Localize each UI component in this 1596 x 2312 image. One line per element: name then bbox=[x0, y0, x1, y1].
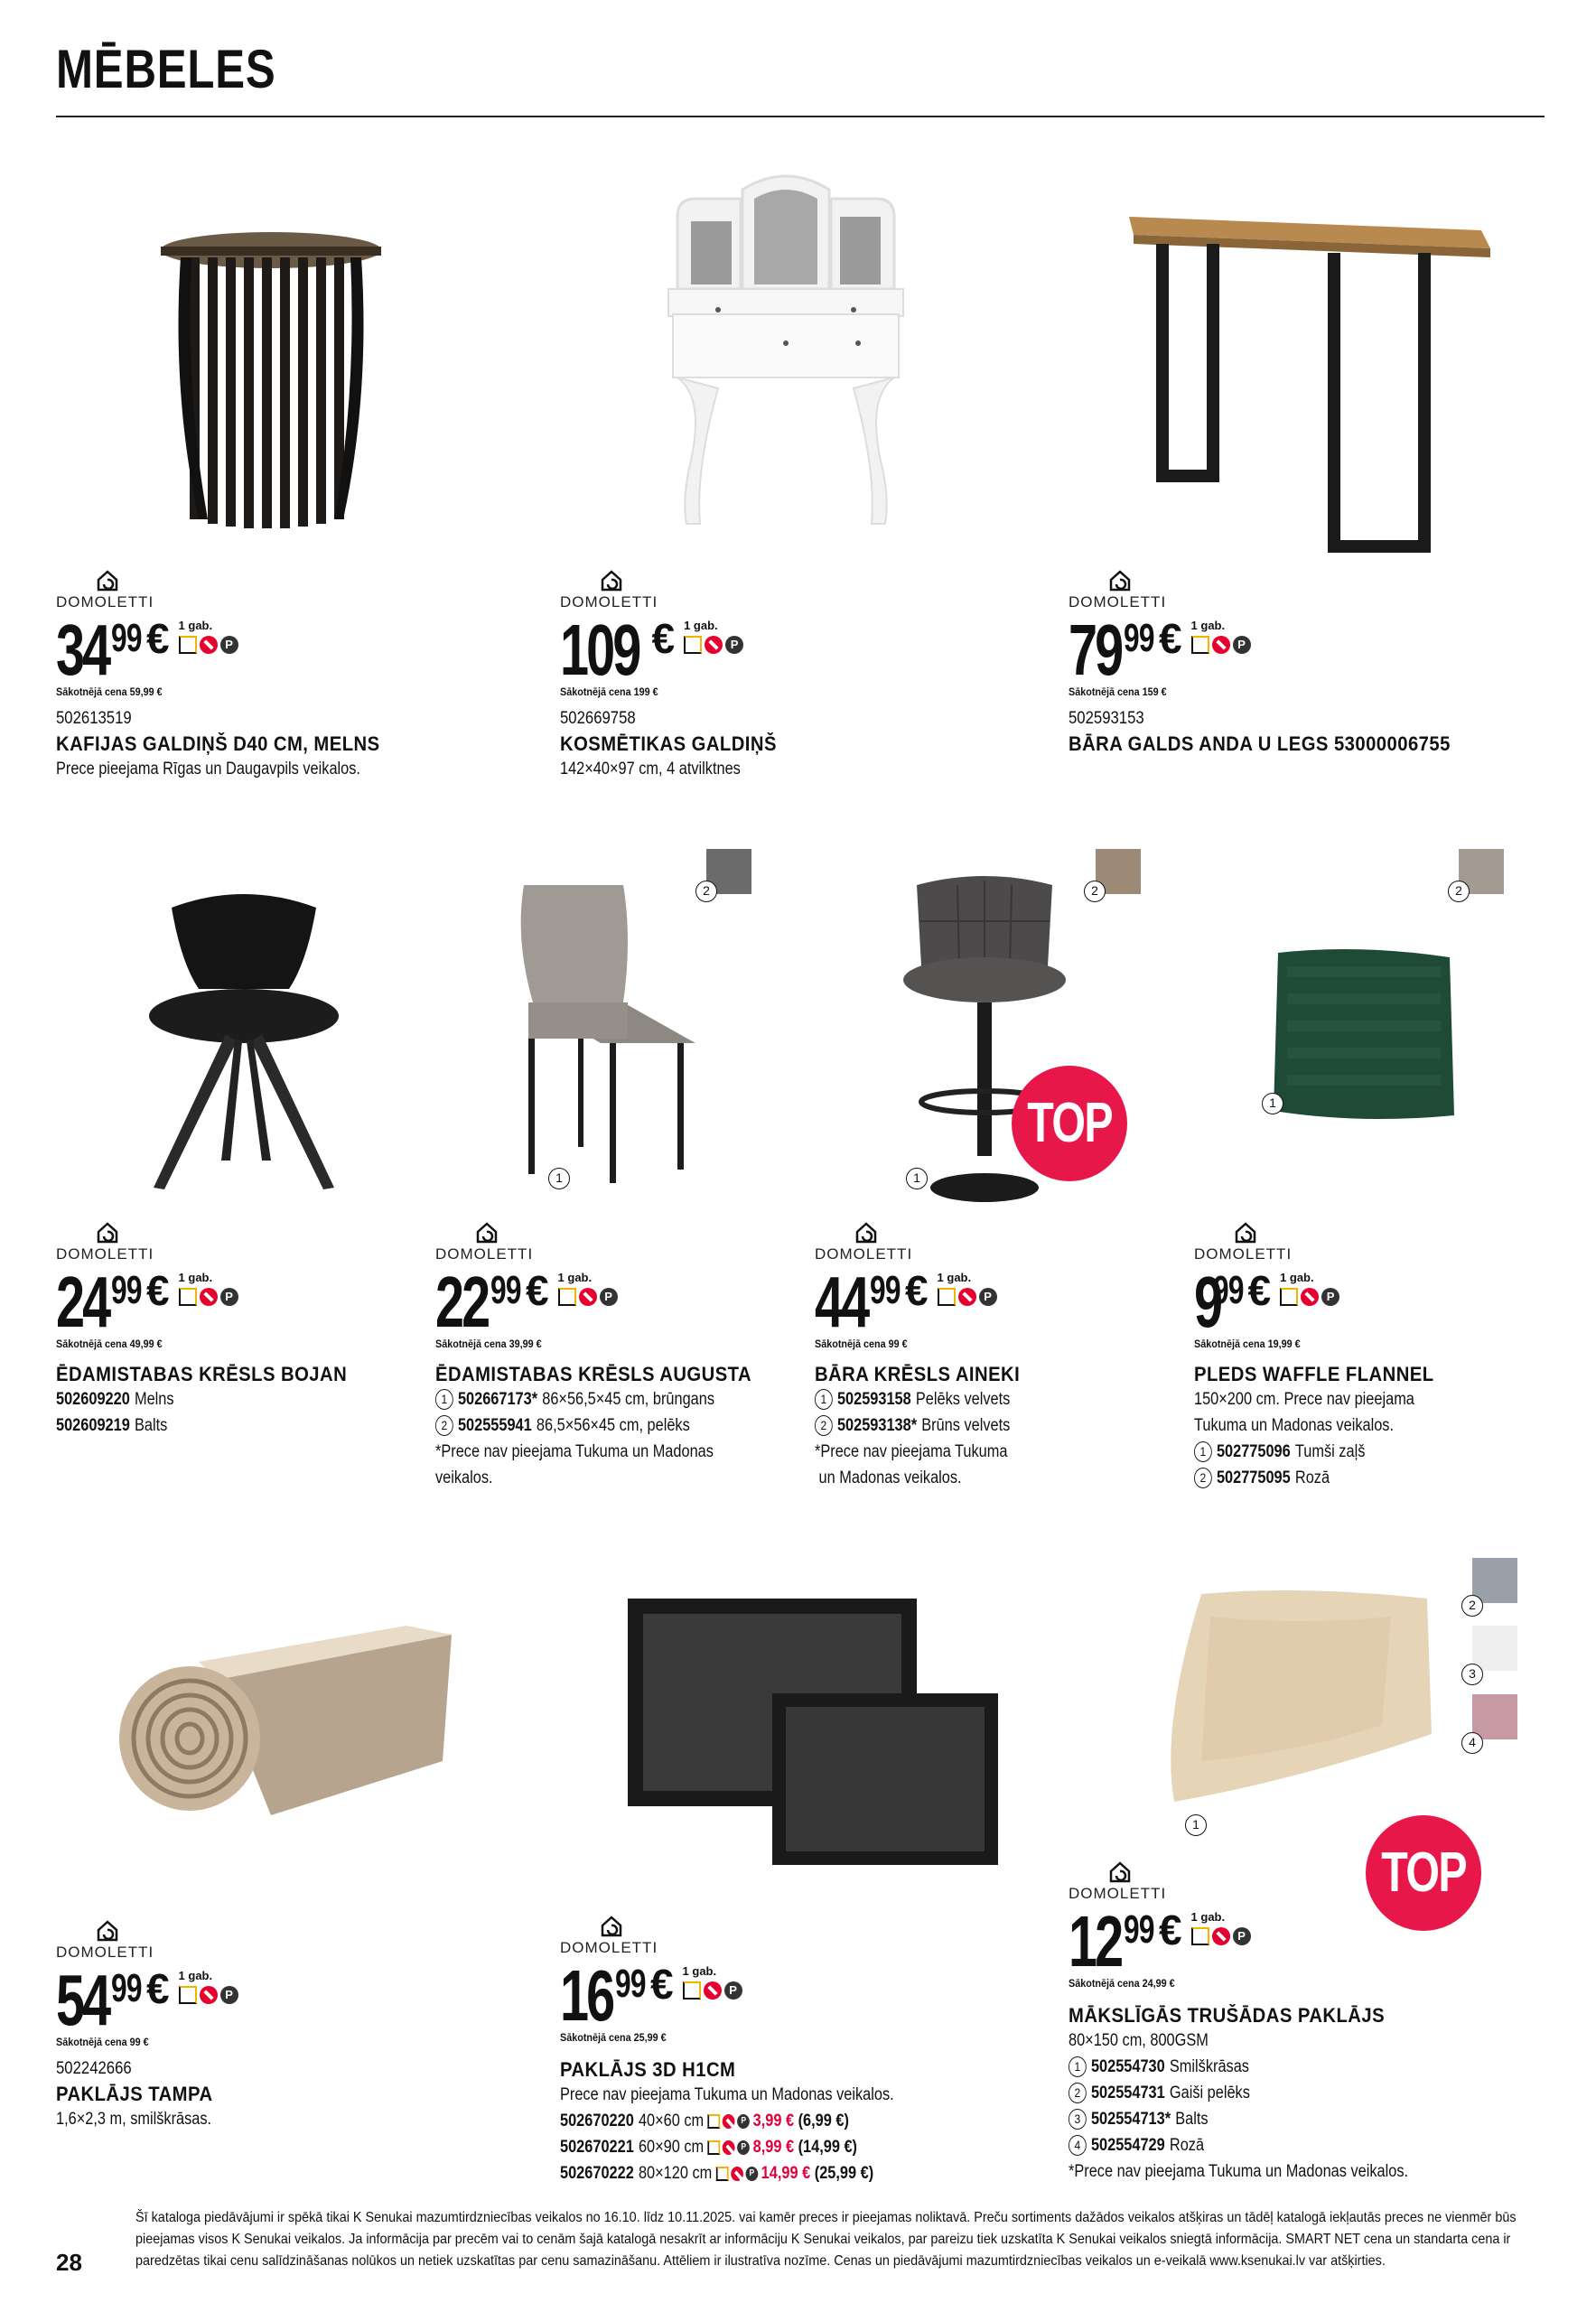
original-price: Sākotnējā cena 59,99 € bbox=[56, 685, 163, 698]
house-icon bbox=[96, 1221, 119, 1245]
product-name: PLEDS WAFFLE FLANNEL bbox=[1194, 1363, 1434, 1385]
image-badge: 4 bbox=[1461, 1732, 1483, 1754]
size-line: 502670221 60×90 cm P 8,99 € (14,99 €) bbox=[560, 2138, 857, 2157]
variant-line: 4 502554729 Rozā bbox=[1069, 2132, 1504, 2158]
product-code: 502242666 bbox=[56, 2059, 132, 2078]
loyalty-card-icon bbox=[1191, 636, 1209, 654]
price: 79 99 € 1 gab. P bbox=[1069, 617, 1574, 684]
image-badge: 2 bbox=[1448, 881, 1470, 902]
brand-logo: DOMOLETTI bbox=[1194, 1221, 1596, 1263]
no-discount-icon bbox=[200, 636, 218, 654]
swatch-lightgrey bbox=[1472, 1558, 1517, 1603]
p-icon: P bbox=[220, 636, 238, 654]
p-icon: P bbox=[220, 1986, 238, 2004]
variant-line: 502609220 Melns bbox=[56, 1390, 174, 1409]
size-line: 502670222 80×120 cm P 14,99 € (25,99 €) bbox=[560, 2164, 874, 2183]
p-icon: P bbox=[220, 1288, 238, 1306]
product-code: 502613519 bbox=[56, 709, 132, 728]
house-icon bbox=[1234, 1221, 1257, 1245]
product-description: 1,6×2,3 m, smilškrāsas. bbox=[56, 2110, 212, 2129]
image-badge: 1 bbox=[1262, 1093, 1283, 1114]
loyalty-card-icon bbox=[684, 636, 702, 654]
loyalty-card-icon bbox=[1191, 1927, 1209, 1945]
brand-logo: DOMOLETTI bbox=[560, 569, 1066, 611]
original-price: Sākotnējā cena 99 € bbox=[815, 1338, 908, 1350]
variant-line: 1 502775096 Tumši zaļš bbox=[1194, 1439, 1596, 1465]
product-waffle-blanket bbox=[1194, 1221, 1596, 1491]
size-line: 502670220 40×60 cm P 3,99 € (6,99 €) bbox=[560, 2112, 849, 2130]
original-price: Sākotnējā cena 49,99 € bbox=[56, 1338, 163, 1350]
house-icon bbox=[475, 1221, 499, 1245]
no-discount-icon bbox=[579, 1288, 597, 1306]
brand-logo: DOMOLETTI bbox=[1069, 569, 1574, 611]
product-description: Tukuma un Madonas veikalos. bbox=[1194, 1416, 1395, 1435]
brand-logo: DOMOLETTI bbox=[1069, 1860, 1574, 1903]
loyalty-card-icon bbox=[683, 1981, 701, 2000]
product-3d-mat bbox=[560, 1915, 1066, 2186]
loyalty-card-icon bbox=[179, 636, 197, 654]
product-name: PAKLĀJS TAMPA bbox=[56, 2083, 213, 2105]
product-name: BĀRA KRĒSLS AINEKI bbox=[815, 1363, 1021, 1385]
variant-line: 1 502593158 Pelēks velvets bbox=[815, 1386, 1250, 1412]
house-icon bbox=[96, 1919, 119, 1943]
variant-line: 2 502554731 Gaiši pelēks bbox=[1069, 2080, 1504, 2106]
p-icon: P bbox=[600, 1288, 618, 1306]
variant-line: 2 502555941 86,5×56×45 cm, pelēks bbox=[435, 1412, 871, 1439]
brand-logo: DOMOLETTI bbox=[56, 1919, 562, 1962]
original-price: Sākotnējā cena 39,99 € bbox=[435, 1338, 542, 1350]
product-code: 502593153 bbox=[1069, 709, 1144, 728]
product-coffee-table bbox=[56, 569, 562, 782]
product-name: PAKLĀJS 3D H1CM bbox=[560, 2058, 736, 2081]
image-badge: 2 bbox=[1084, 881, 1106, 902]
price: 24 99 € 1 gab. P bbox=[56, 1269, 562, 1336]
house-icon bbox=[600, 569, 623, 592]
no-discount-icon bbox=[200, 1986, 218, 2004]
product-code: 502669758 bbox=[560, 709, 636, 728]
price: 22 99 € 1 gab. P bbox=[435, 1269, 941, 1336]
product-name: BĀRA GALDS ANDA U LEGS 53000006755 bbox=[1069, 732, 1451, 755]
brand-logo: DOMOLETTI bbox=[560, 1915, 1066, 1957]
product-name: MĀKSLĪGĀS TRUŠĀDAS PAKLĀJS bbox=[1069, 2004, 1386, 2027]
product-name: KAFIJAS GALDIŅŠ D40 CM, MELNS bbox=[56, 732, 380, 755]
variant-line: 3 502554713* Balts bbox=[1069, 2106, 1504, 2132]
image-badge: 1 bbox=[548, 1168, 570, 1189]
loyalty-card-icon bbox=[1280, 1288, 1298, 1306]
brand-logo: DOMOLETTI bbox=[435, 1221, 941, 1263]
house-icon bbox=[600, 1915, 623, 1938]
p-icon: P bbox=[724, 1981, 742, 2000]
p-icon: P bbox=[1233, 1927, 1251, 1945]
bar-table-image bbox=[1120, 208, 1499, 569]
product-name: ĒDAMISTABAS KRĒSLS AUGUSTA bbox=[435, 1363, 752, 1385]
swatch-white bbox=[1472, 1626, 1517, 1671]
top-badge: TOP bbox=[1366, 1815, 1481, 1931]
variant-line: 502609219 Balts bbox=[56, 1416, 168, 1435]
no-discount-icon bbox=[200, 1288, 218, 1306]
original-price: Sākotnējā cena 99 € bbox=[56, 2036, 149, 2048]
product-tampa-rug bbox=[56, 1919, 562, 2132]
augusta-chair-image bbox=[515, 885, 714, 1183]
price: 44 99 € 1 gab. P bbox=[815, 1269, 1321, 1336]
no-discount-icon bbox=[705, 636, 723, 654]
product-description: 142×40×97 cm, 4 atvilktnes bbox=[560, 760, 741, 778]
original-price: Sākotnējā cena 24,99 € bbox=[1069, 1977, 1175, 1990]
price: 12 99 € 1 gab. P bbox=[1069, 1908, 1574, 1975]
price: 109 € 1 gab. P bbox=[560, 617, 1066, 684]
product-description: Prece nav pieejama Tukuma un Madonas veikalos. bbox=[560, 2085, 894, 2104]
p-icon: P bbox=[725, 636, 743, 654]
house-icon bbox=[1108, 569, 1132, 592]
3d-mat-image bbox=[623, 1594, 1003, 1865]
tampa-rug-image bbox=[108, 1626, 461, 1815]
waffle-blanket-image bbox=[1269, 944, 1459, 1124]
availability-note: *Prece nav pieejama Tukuma bbox=[815, 1442, 1008, 1461]
top-badge: TOP bbox=[1012, 1066, 1127, 1181]
product-description: 80×150 cm, 800GSM bbox=[1069, 2031, 1209, 2050]
faux-fur-rug-image bbox=[1165, 1590, 1436, 1806]
product-name: ĒDAMISTABAS KRĒSLS BOJAN bbox=[56, 1363, 348, 1385]
product-description: 150×200 cm. Prece nav pieejama bbox=[1194, 1390, 1414, 1409]
image-badge: 2 bbox=[695, 881, 717, 902]
no-discount-icon bbox=[1301, 1288, 1319, 1306]
no-discount-icon bbox=[1212, 636, 1230, 654]
variant-line: 1 502667173* 86×56,5×45 cm, brūngans bbox=[435, 1386, 871, 1412]
product-name: KOSMĒTIKAS GALDIŅŠ bbox=[560, 732, 777, 755]
loyalty-card-icon bbox=[938, 1288, 956, 1306]
no-discount-icon bbox=[958, 1288, 976, 1306]
product-vanity-table bbox=[560, 569, 1066, 782]
original-price: Sākotnējā cena 199 € bbox=[560, 685, 658, 698]
no-discount-icon bbox=[1212, 1927, 1230, 1945]
product-description: Prece pieejama Rīgas un Daugavpils veikalos. bbox=[56, 760, 360, 778]
house-icon bbox=[96, 569, 119, 592]
variant-line: 1 502554730 Smilškrāsas bbox=[1069, 2054, 1504, 2080]
house-icon bbox=[854, 1221, 878, 1245]
page-title: MĒBELES bbox=[56, 39, 276, 99]
variant-line: 2 502775095 Rozā bbox=[1194, 1465, 1596, 1491]
image-badge: 3 bbox=[1461, 1664, 1483, 1685]
brand-logo: DOMOLETTI bbox=[56, 569, 562, 611]
brand-logo: DOMOLETTI bbox=[56, 1221, 562, 1263]
image-badge: 2 bbox=[1461, 1595, 1483, 1617]
brand-logo: DOMOLETTI bbox=[815, 1221, 1321, 1263]
original-price: Sākotnējā cena 159 € bbox=[1069, 685, 1167, 698]
variant-line: 2 502593138* Brūns velvets bbox=[815, 1412, 1250, 1439]
vanity-table-image bbox=[650, 163, 921, 551]
original-price: Sākotnējā cena 25,99 € bbox=[560, 2031, 667, 2044]
availability-note: *Prece nav pieejama Tukuma un Madonas bbox=[435, 1442, 714, 1461]
bojan-chair-image bbox=[135, 890, 352, 1197]
p-icon: P bbox=[1233, 636, 1251, 654]
product-faux-fur-rug bbox=[1069, 1860, 1574, 2185]
image-badge: 1 bbox=[906, 1168, 928, 1189]
original-price: Sākotnējā cena 19,99 € bbox=[1194, 1338, 1301, 1350]
loyalty-card-icon bbox=[558, 1288, 576, 1306]
p-icon: P bbox=[979, 1288, 997, 1306]
price: 9 99 € 1 gab. P bbox=[1194, 1269, 1596, 1336]
loyalty-card-icon bbox=[179, 1986, 197, 2004]
product-bar-table bbox=[1069, 569, 1574, 756]
house-icon bbox=[1108, 1860, 1132, 1884]
p-icon: P bbox=[1321, 1288, 1339, 1306]
loyalty-card-icon bbox=[179, 1288, 197, 1306]
availability-note: un Madonas veikalos. bbox=[815, 1468, 962, 1487]
page-number: 28 bbox=[56, 2249, 82, 2276]
legal-disclaimer: Šī kataloga piedāvājumi ir spēkā tikai K Senukai mazumtirdzniecības veikalos no 16.10. līdz 10.11.2025. vai kamēr preces ir pieejamas noliktavā. Preču sortiments dažādos veikalos atšķiras un tādēļ katalogā iekļautās preces ne vienmēr būs pieejamas visos K Senukai veikalos. Ja informācija par precēm vai to cenām šajā katalogā nesakrīt ar informāciju K Senukai veikalos, par pareizu tiek uzskatīta K Senukai veikalos sniegtā informācija. SMART NET cena un standarta cena ir paredzētas tikai cenu salīdzināšanas nolūkos un netiek uzskatītas par cenu samazināšanu. Attēliem ir ilustratīva nozīme. Cenas un piedāvājumi mazumtirdzniecības veikalos un e-veikalā www.ksenukai.lv var atšķirties. bbox=[135, 2210, 1517, 2269]
availability-note: veikalos. bbox=[435, 1468, 493, 1487]
price: 54 99 € 1 gab. P bbox=[56, 1967, 562, 2034]
coffee-table-image bbox=[154, 230, 388, 528]
availability-note: *Prece nav pieejama Tukuma un Madonas veikalos. bbox=[1069, 2162, 1409, 2181]
image-badge: 1 bbox=[1185, 1814, 1207, 1836]
swatch-pink bbox=[1472, 1694, 1517, 1739]
price: 16 99 € 1 gab. P bbox=[560, 1962, 1066, 2029]
price: 34 99 € 1 gab. P bbox=[56, 617, 562, 684]
title-divider bbox=[56, 116, 1545, 117]
no-discount-icon bbox=[704, 1981, 722, 2000]
